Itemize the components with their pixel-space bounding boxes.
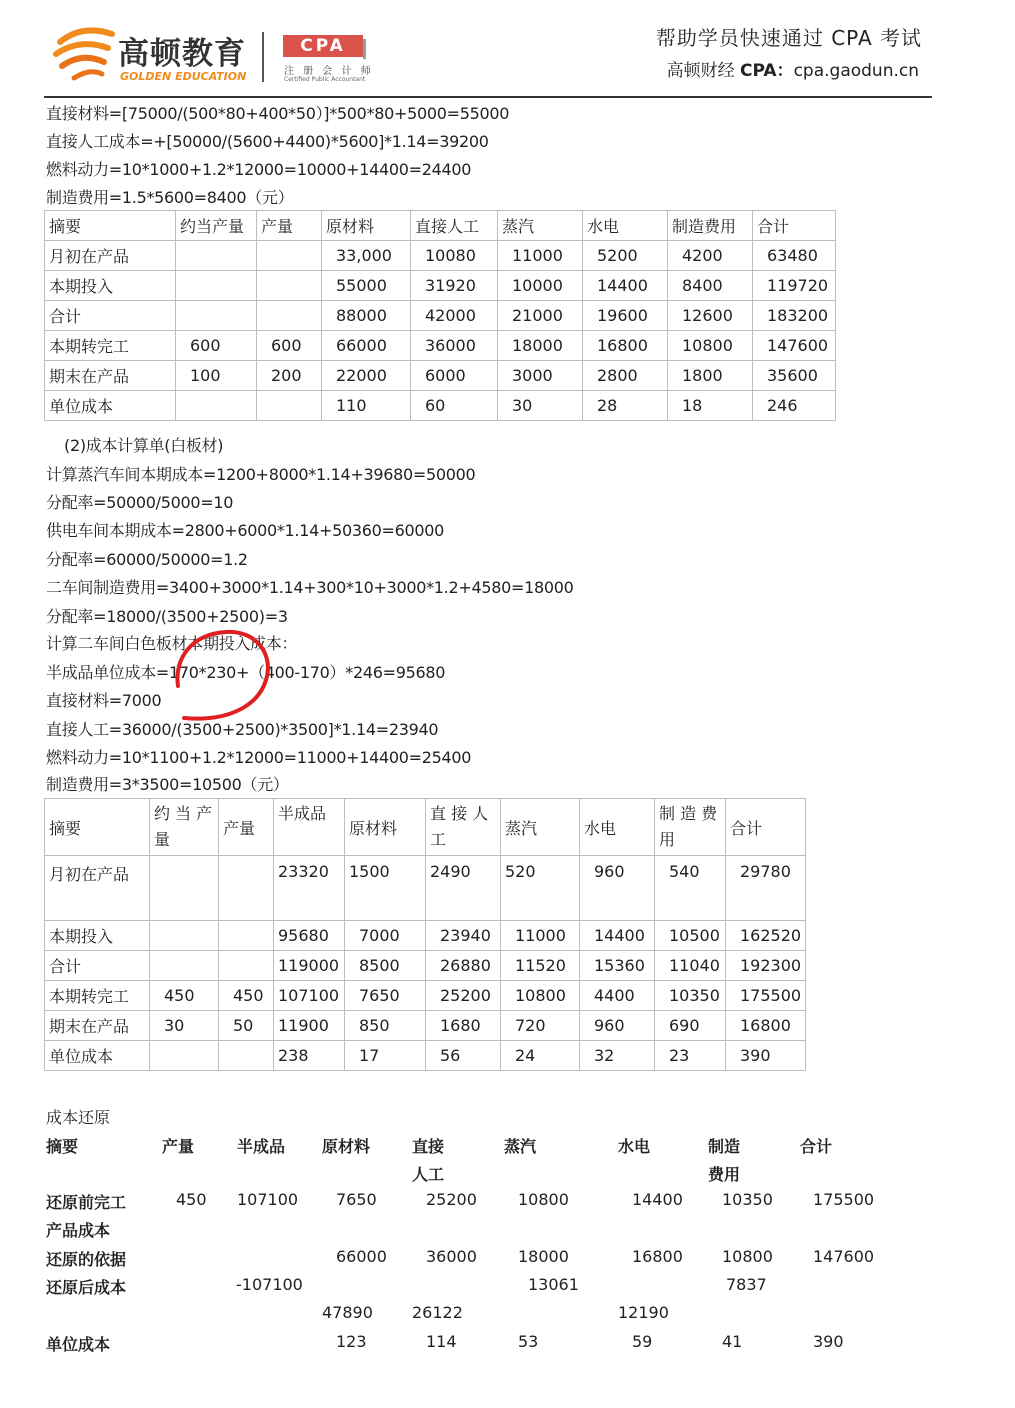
table-cell: 14400	[583, 271, 668, 301]
table-cell: 850	[345, 1011, 426, 1041]
header-rule	[44, 96, 932, 98]
table-cell: 600	[176, 331, 257, 361]
table-cell: 11000	[501, 921, 580, 951]
table-cell: 2800	[583, 361, 668, 391]
restore-cell: -107100	[236, 1275, 303, 1294]
table-cell: 119000	[274, 951, 345, 981]
table-cell: 162520	[726, 921, 806, 951]
table-cell: 7650	[345, 981, 426, 1011]
table-cell: 63480	[753, 241, 836, 271]
table-cell: 450	[150, 981, 219, 1011]
restore-cell: 123	[336, 1332, 367, 1351]
restore-cell: 25200	[426, 1190, 477, 1209]
cpa-badge: CPA	[283, 35, 363, 57]
table-row	[45, 921, 806, 951]
formula-line: 分配率=60000/50000=1.2	[46, 550, 248, 569]
table-cell: 1680	[426, 1011, 501, 1041]
table-cell: 390	[726, 1041, 806, 1071]
site-url[interactable]: cpa.gaodun.cn	[793, 61, 919, 81]
table-header-cell: 原材料	[322, 211, 411, 241]
restore-cell: 10800	[722, 1247, 773, 1266]
table-cell: 50	[219, 1011, 274, 1041]
table-header-cell: 蒸汽	[498, 211, 583, 241]
table-cell	[257, 391, 322, 421]
formula-line: 供电车间本期成本=2800+6000*1.14+50360=60000	[46, 521, 444, 540]
table-cell: 10080	[411, 241, 498, 271]
restore-cell: 7837	[726, 1275, 767, 1294]
table-cell: 33,000	[322, 241, 411, 271]
table-cell: 21000	[498, 301, 583, 331]
restore-cell: 66000	[336, 1247, 387, 1266]
table-cell: 36000	[411, 331, 498, 361]
table-row	[45, 1041, 806, 1071]
formula-line: 计算二车间白色板材本期投入成本：	[46, 634, 298, 653]
table-cell: 540	[655, 856, 726, 921]
table-cell: 29780	[726, 856, 806, 921]
restore-cell: 12190	[618, 1303, 669, 1322]
formula-line: 制造费用=3*3500=10500（元）	[46, 775, 289, 794]
table-cell: 16800	[583, 331, 668, 361]
table-cell: 合计	[45, 951, 150, 981]
table-row	[45, 361, 836, 391]
table-cell: 16800	[726, 1011, 806, 1041]
table-cell: 66000	[322, 331, 411, 361]
cpa-subtitle: 注 册 会 计 师	[284, 66, 374, 77]
restore-cell: 114	[426, 1332, 457, 1351]
table-cell: 690	[655, 1011, 726, 1041]
logo-text: 高顿教育	[118, 36, 246, 72]
table-header-cell: 摘要	[45, 211, 176, 241]
table-cell: 183200	[753, 301, 836, 331]
table-cell: 10500	[655, 921, 726, 951]
restore-row-label: 产品成本	[46, 1221, 111, 1240]
restore-cell: 59	[632, 1332, 653, 1351]
table-cell	[257, 271, 322, 301]
cpa-subtitle-en: Certified Public Accountant	[284, 76, 366, 83]
table-cell: 2490	[426, 856, 501, 921]
restore-cell: 107100	[237, 1190, 299, 1209]
logo-separator	[262, 32, 264, 82]
restore-cell: 14400	[632, 1190, 683, 1209]
table-cell: 520	[501, 856, 580, 921]
restore-cell: 450	[176, 1190, 207, 1209]
table-cell	[150, 951, 219, 981]
table-cell: 24	[501, 1041, 580, 1071]
table-cell: 32	[580, 1041, 655, 1071]
table-cell: 18000	[498, 331, 583, 361]
table-cell: 10800	[501, 981, 580, 1011]
table-cell: 4200	[668, 241, 753, 271]
formula-line: 分配率=50000/5000=10	[46, 493, 234, 512]
restore-cell: 13061	[528, 1275, 579, 1294]
table-header-cell: 产量	[219, 799, 274, 856]
table-cell: 18	[668, 391, 753, 421]
table-cell: 960	[580, 856, 655, 921]
red-circle-annotation	[170, 628, 280, 728]
table-cell: 192300	[726, 951, 806, 981]
table-row	[45, 1011, 806, 1041]
cost-table-2	[44, 798, 806, 1071]
table-cell: 月初在产品	[45, 856, 150, 921]
table-row	[45, 951, 806, 981]
formula-line: 直接材料=[75000/(500*80+400*50）]*500*80+5000=55000	[46, 104, 510, 123]
section-title: (2)成本计算单(白板材)	[64, 436, 224, 455]
table-cell: 600	[257, 331, 322, 361]
table-cell: 35600	[753, 361, 836, 391]
formula-line: 分配率=18000/(3500+2500)=3	[46, 607, 288, 626]
table-cell: 88000	[322, 301, 411, 331]
table-cell: 1800	[668, 361, 753, 391]
formula-line: 直接材料=7000	[46, 691, 162, 710]
table-header-cell: 蒸汽	[501, 799, 580, 856]
table-cell: 22000	[322, 361, 411, 391]
restore-header: 制造	[708, 1137, 741, 1156]
table-header-cell: 制 造 费 用	[655, 799, 726, 856]
restore-cell: 10350	[722, 1190, 773, 1209]
table-cell	[150, 921, 219, 951]
table-cell: 本期投入	[45, 921, 150, 951]
table-cell: 147600	[753, 331, 836, 361]
page-header	[0, 0, 1015, 100]
restore-header: 直接	[412, 1137, 445, 1156]
restore-header: 合计	[800, 1137, 833, 1156]
table-cell: 960	[580, 1011, 655, 1041]
table-cell: 4400	[580, 981, 655, 1011]
restore-header: 费用	[708, 1165, 741, 1184]
table-cell: 28	[583, 391, 668, 421]
restore-header: 原材料	[322, 1137, 371, 1156]
table-cell: 期末在产品	[45, 361, 176, 391]
table-cell: 8500	[345, 951, 426, 981]
table-header-cell: 合计	[726, 799, 806, 856]
table-cell	[150, 1041, 219, 1071]
restore-cell: 47890	[322, 1303, 373, 1322]
table-cell	[257, 301, 322, 331]
table-cell: 23320	[274, 856, 345, 921]
table-cell: 100	[176, 361, 257, 391]
table-cell: 19600	[583, 301, 668, 331]
table-cell: 30	[150, 1011, 219, 1041]
table-cell: 10000	[498, 271, 583, 301]
table-header-row	[45, 799, 806, 856]
table-cell: 15360	[580, 951, 655, 981]
formula-line: 燃料动力=10*1100+1.2*12000=11000+14400=25400	[46, 748, 472, 767]
table-cell: 60	[411, 391, 498, 421]
table-cell: 23940	[426, 921, 501, 951]
restore-header: 人工	[412, 1165, 445, 1184]
restore-header: 蒸汽	[504, 1137, 537, 1156]
table-cell: 246	[753, 391, 836, 421]
restore-header: 半成品	[237, 1137, 286, 1156]
table-cell: 26880	[426, 951, 501, 981]
table-row	[45, 981, 806, 1011]
table-row	[45, 391, 836, 421]
table-cell	[257, 241, 322, 271]
table-cell: 55000	[322, 271, 411, 301]
restore-header: 摘要	[46, 1137, 79, 1156]
table-cell	[219, 856, 274, 921]
restore-cell: 41	[722, 1332, 743, 1351]
table-cell	[176, 271, 257, 301]
table-cell: 11520	[501, 951, 580, 981]
table-cell: 95680	[274, 921, 345, 951]
table-cell: 42000	[411, 301, 498, 331]
restore-cell: 10800	[518, 1190, 569, 1209]
table-row	[45, 271, 836, 301]
formula-line: 直接人工成本=+[50000/(5600+4400)*5600]*1.14=39200	[46, 132, 489, 151]
table-cell: 11900	[274, 1011, 345, 1041]
table-cell: 175500	[726, 981, 806, 1011]
restore-cell: 36000	[426, 1247, 477, 1266]
table-cell: 720	[501, 1011, 580, 1041]
table-cell: 11000	[498, 241, 583, 271]
restore-cell: 175500	[813, 1190, 875, 1209]
table-header-cell: 水电	[583, 211, 668, 241]
table-header-cell: 原材料	[345, 799, 426, 856]
restore-cell: 147600	[813, 1247, 875, 1266]
table-cell: 本期转完工	[45, 331, 176, 361]
table-row	[45, 331, 836, 361]
table-cell	[176, 301, 257, 331]
restore-row-label: 还原后成本	[46, 1278, 127, 1297]
table-header-cell: 摘要	[45, 799, 150, 856]
table-cell: 450	[219, 981, 274, 1011]
table-header-cell: 产量	[257, 211, 322, 241]
table-row	[45, 241, 836, 271]
table-cell: 月初在产品	[45, 241, 176, 271]
table-cell: 本期投入	[45, 271, 176, 301]
restore-cell: 7650	[336, 1190, 377, 1209]
table-cell: 110	[322, 391, 411, 421]
table-cell: 本期转完工	[45, 981, 150, 1011]
site-bold: CPA：	[740, 61, 794, 81]
formula-line: 直接人工=36000/(3500+2500)*3500]*1.14=23940	[46, 720, 439, 739]
restore-cell: 16800	[632, 1247, 683, 1266]
table-cell: 单位成本	[45, 391, 176, 421]
table-cell: 14400	[580, 921, 655, 951]
table-cell: 31920	[411, 271, 498, 301]
table-header-cell: 约当产量	[176, 211, 257, 241]
table-cell	[219, 951, 274, 981]
table-header-cell: 半成品	[274, 799, 345, 856]
table-cell: 8400	[668, 271, 753, 301]
table-cell: 6000	[411, 361, 498, 391]
restore-cell: 390	[813, 1332, 844, 1351]
table-header-cell: 约 当 产 量	[150, 799, 219, 856]
table-header-cell: 直 接 人 工	[426, 799, 501, 856]
table-cell: 11040	[655, 951, 726, 981]
table-cell: 56	[426, 1041, 501, 1071]
table-cell: 23	[655, 1041, 726, 1071]
table-cell: 合计	[45, 301, 176, 331]
table-cell: 200	[257, 361, 322, 391]
restore-cell: 18000	[518, 1247, 569, 1266]
golden-education-logo-icon	[52, 22, 118, 84]
table-cell: 期末在产品	[45, 1011, 150, 1041]
table-cell: 10800	[668, 331, 753, 361]
header-slogan: 帮助学员快速通过 CPA 考试	[655, 26, 922, 50]
table-cell	[176, 241, 257, 271]
restore-row-label: 还原的依据	[46, 1250, 127, 1269]
formula-line: 制造费用=1.5*5600=8400（元）	[46, 188, 294, 207]
table-cell	[150, 856, 219, 921]
table-cell: 30	[498, 391, 583, 421]
table-header-cell: 制造费用	[668, 211, 753, 241]
table-header-row	[45, 211, 836, 241]
table-cell: 3000	[498, 361, 583, 391]
formula-line: 燃料动力=10*1000+1.2*12000=10000+14400=24400	[46, 160, 472, 179]
table-cell: 10350	[655, 981, 726, 1011]
table-cell: 7000	[345, 921, 426, 951]
table-row	[45, 856, 806, 921]
table-cell: 17	[345, 1041, 426, 1071]
logo-subtitle: GOLDEN EDUCATION	[120, 70, 247, 83]
restore-header: 产量	[162, 1137, 195, 1156]
cost-table-1	[44, 210, 836, 421]
table-cell: 单位成本	[45, 1041, 150, 1071]
table-cell: 5200	[583, 241, 668, 271]
table-cell	[219, 921, 274, 951]
table-cell: 107100	[274, 981, 345, 1011]
table-header-cell: 水电	[580, 799, 655, 856]
header-site	[667, 56, 919, 81]
restore-cell: 53	[518, 1332, 539, 1351]
table-cell: 119720	[753, 271, 836, 301]
restore-row-label: 还原前完工	[46, 1193, 127, 1212]
table-cell	[219, 1041, 274, 1071]
restore-header: 水电	[618, 1137, 651, 1156]
site-prefix: 高顿财经	[666, 61, 735, 81]
table-row	[45, 301, 836, 331]
table-cell: 25200	[426, 981, 501, 1011]
restore-row-label: 单位成本	[46, 1335, 111, 1354]
table-cell	[176, 391, 257, 421]
table-cell: 238	[274, 1041, 345, 1071]
table-cell: 1500	[345, 856, 426, 921]
table-cell: 12600	[668, 301, 753, 331]
restore-title: 成本还原	[46, 1108, 111, 1127]
restore-cell: 26122	[412, 1303, 463, 1322]
table-header-cell: 合计	[753, 211, 836, 241]
formula-line: 计算蒸汽车间本期成本=1200+8000*1.14+39680=50000	[46, 465, 476, 484]
table-header-cell: 直接人工	[411, 211, 498, 241]
formula-line: 二车间制造费用=3400+3000*1.14+300*10+3000*1.2+4580=18000	[46, 578, 574, 597]
formula-line: 半成品单位成本=170*230+（400-170）*246=95680	[46, 663, 446, 682]
